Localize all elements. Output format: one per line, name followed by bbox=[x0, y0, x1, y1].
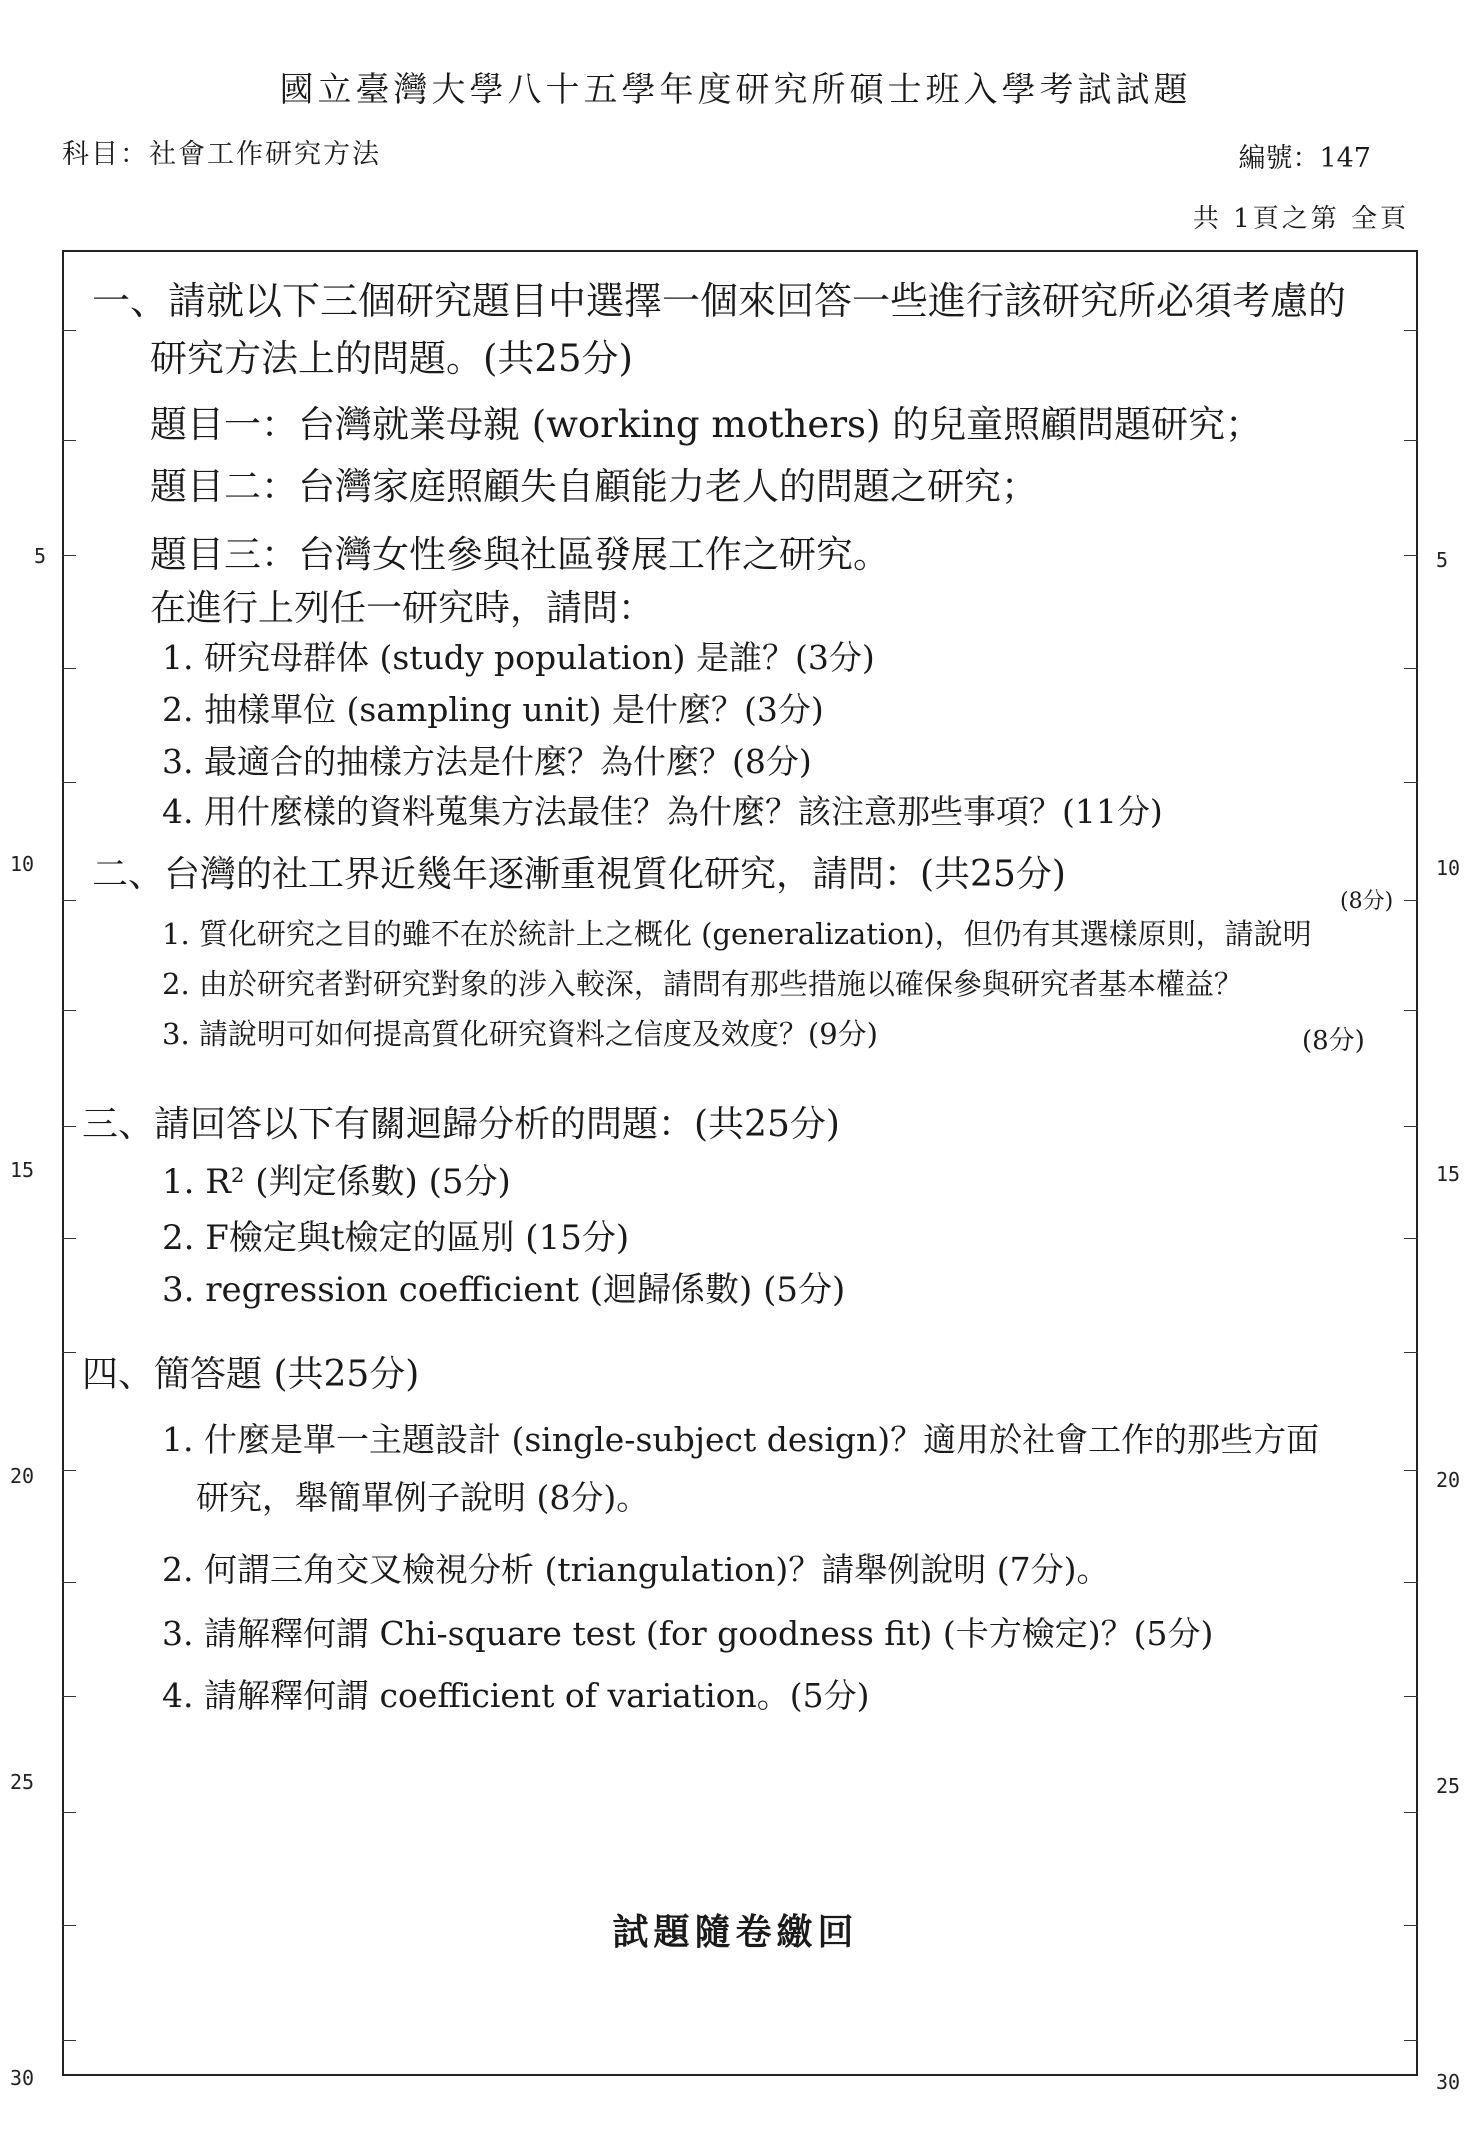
margin-tick bbox=[1404, 1352, 1418, 1353]
question-1-topic-3: 題目三：台灣女性參與社區發展工作之研究。 bbox=[150, 533, 890, 576]
question-1-heading-cont: 研究方法上的問題。(共25分) bbox=[150, 337, 633, 380]
question-3-item-1: 1. R² (判定係數) (5分) bbox=[162, 1162, 511, 1202]
margin-number-right: 5 bbox=[1436, 548, 1449, 572]
question-3-item-3: 3. regression coefficient (迴歸係數) (5分) bbox=[162, 1270, 846, 1310]
exam-title: 國立臺灣大學八十五學年度研究所碩士班入學考試試題 bbox=[279, 70, 1192, 110]
question-4-item-4: 4. 請解釋何謂 coefficient of variation。(5分) bbox=[162, 1676, 870, 1715]
question-1-item-3: 3. 最適合的抽樣方法是什麼？為什麼？(8分) bbox=[162, 742, 812, 781]
margin-tick bbox=[1404, 1696, 1418, 1697]
question-4-heading: 四、簡答題 (共25分) bbox=[82, 1354, 420, 1395]
margin-number-right: 20 bbox=[1436, 1468, 1461, 1492]
closing-note: 試題隨卷繳回 bbox=[612, 1911, 859, 1953]
margin-tick bbox=[62, 1812, 76, 1813]
question-1-intro: 在進行上列任一研究時，請問： bbox=[150, 588, 655, 629]
margin-tick bbox=[62, 1126, 76, 1127]
margin-number-left: 15 bbox=[10, 1158, 35, 1182]
margin-tick bbox=[1404, 1470, 1418, 1471]
question-2-heading: 二、台灣的社工界近幾年逐漸重視質化研究，請問：(共25分) bbox=[92, 854, 1066, 895]
question-1-item-4: 4. 用什麼樣的資料蒐集方法最佳？為什麼？該注意那些事項？(11分) bbox=[162, 792, 1163, 831]
margin-tick bbox=[62, 782, 76, 783]
question-1-heading: 一、請就以下三個研究題目中選擇一個來回答一些進行該研究所必須考慮的 bbox=[92, 279, 1347, 323]
question-1-topic-1: 題目一：台灣就業母親 (working mothers) 的兒童照顧問題研究； bbox=[150, 403, 1263, 446]
margin-number-right: 25 bbox=[1436, 1774, 1461, 1798]
question-2-item-1: 1. 質化研究之目的雖不在於統計上之概化 (generalization)，但仍有其選樣原則，請說明 bbox=[162, 917, 1312, 951]
question-1-item-1: 1. 研究母群体 (study population) 是誰？(3分) bbox=[162, 638, 875, 677]
margin-tick bbox=[62, 1352, 76, 1353]
margin-tick bbox=[62, 330, 76, 331]
margin-tick bbox=[62, 1696, 76, 1697]
question-1-item-2: 2. 抽樣單位 (sampling unit) 是什麼？(3分) bbox=[162, 690, 824, 729]
margin-number-right: 30 bbox=[1436, 2070, 1461, 2094]
margin-tick bbox=[1404, 1010, 1418, 1011]
page-count: 共 1頁之第 全頁 bbox=[1192, 204, 1409, 234]
margin-tick bbox=[62, 900, 76, 901]
question-4-item-2: 2. 何謂三角交叉檢視分析 (triangulation)？請舉例說明 (7分)。 bbox=[162, 1550, 1110, 1589]
margin-tick bbox=[1404, 1812, 1418, 1813]
margin-number-right: 10 bbox=[1436, 856, 1461, 880]
margin-tick bbox=[1404, 900, 1418, 901]
margin-tick bbox=[62, 668, 76, 669]
margin-tick bbox=[62, 1010, 76, 1011]
margin-tick bbox=[1404, 555, 1418, 556]
question-4-item-3: 3. 請解釋何謂 Chi-square test (for goodness fit) (卡方檢定)？(5分) bbox=[162, 1614, 1214, 1653]
margin-tick bbox=[1404, 1582, 1418, 1583]
margin-number-right: 15 bbox=[1436, 1162, 1461, 1186]
question-1-topic-2: 題目二：台灣家庭照顧失自顧能力老人的問題之研究； bbox=[150, 465, 1038, 508]
question-3-heading: 三、請回答以下有關迴歸分析的問題：(共25分) bbox=[82, 1104, 840, 1145]
margin-tick bbox=[1404, 1126, 1418, 1127]
margin-number-left: 5 bbox=[34, 544, 47, 568]
question-2-score-note: (8分) bbox=[1340, 889, 1394, 914]
question-2-item-2: 2. 由於研究者對研究對象的涉入較深，請問有那些措施以確保參與研究者基本權益？ bbox=[162, 967, 1243, 1001]
margin-tick bbox=[62, 1470, 76, 1471]
question-2-score-note: (8分) bbox=[1302, 1026, 1365, 1056]
margin-tick bbox=[1404, 1238, 1418, 1239]
margin-number-left: 25 bbox=[10, 1770, 35, 1794]
margin-tick bbox=[62, 1582, 76, 1583]
margin-number-left: 10 bbox=[10, 852, 35, 876]
margin-tick bbox=[62, 440, 76, 441]
margin-tick bbox=[1404, 440, 1418, 441]
margin-tick bbox=[1404, 782, 1418, 783]
margin-tick bbox=[62, 1238, 76, 1239]
question-4-item-1-cont: 研究，舉簡單例子說明 (8分)。 bbox=[196, 1478, 650, 1517]
margin-tick bbox=[1404, 668, 1418, 669]
question-2-item-3: 3. 請說明可如何提高質化研究資料之信度及效度？(9分) bbox=[162, 1017, 878, 1051]
margin-tick bbox=[1404, 2040, 1418, 2041]
subject-label: 科目：社會工作研究方法 bbox=[62, 139, 381, 170]
margin-number-left: 20 bbox=[10, 1464, 35, 1488]
margin-tick bbox=[62, 2040, 76, 2041]
question-3-item-2: 2. F檢定與t檢定的區別 (15分) bbox=[162, 1218, 630, 1258]
exam-code: 編號：147 bbox=[1238, 143, 1371, 174]
margin-tick bbox=[62, 555, 76, 556]
margin-number-left: 30 bbox=[10, 2066, 35, 2090]
question-4-item-1: 1. 什麼是單一主題設計 (single-subject design)？適用於社會工作的那些方面 bbox=[162, 1420, 1320, 1459]
margin-tick bbox=[1404, 330, 1418, 331]
